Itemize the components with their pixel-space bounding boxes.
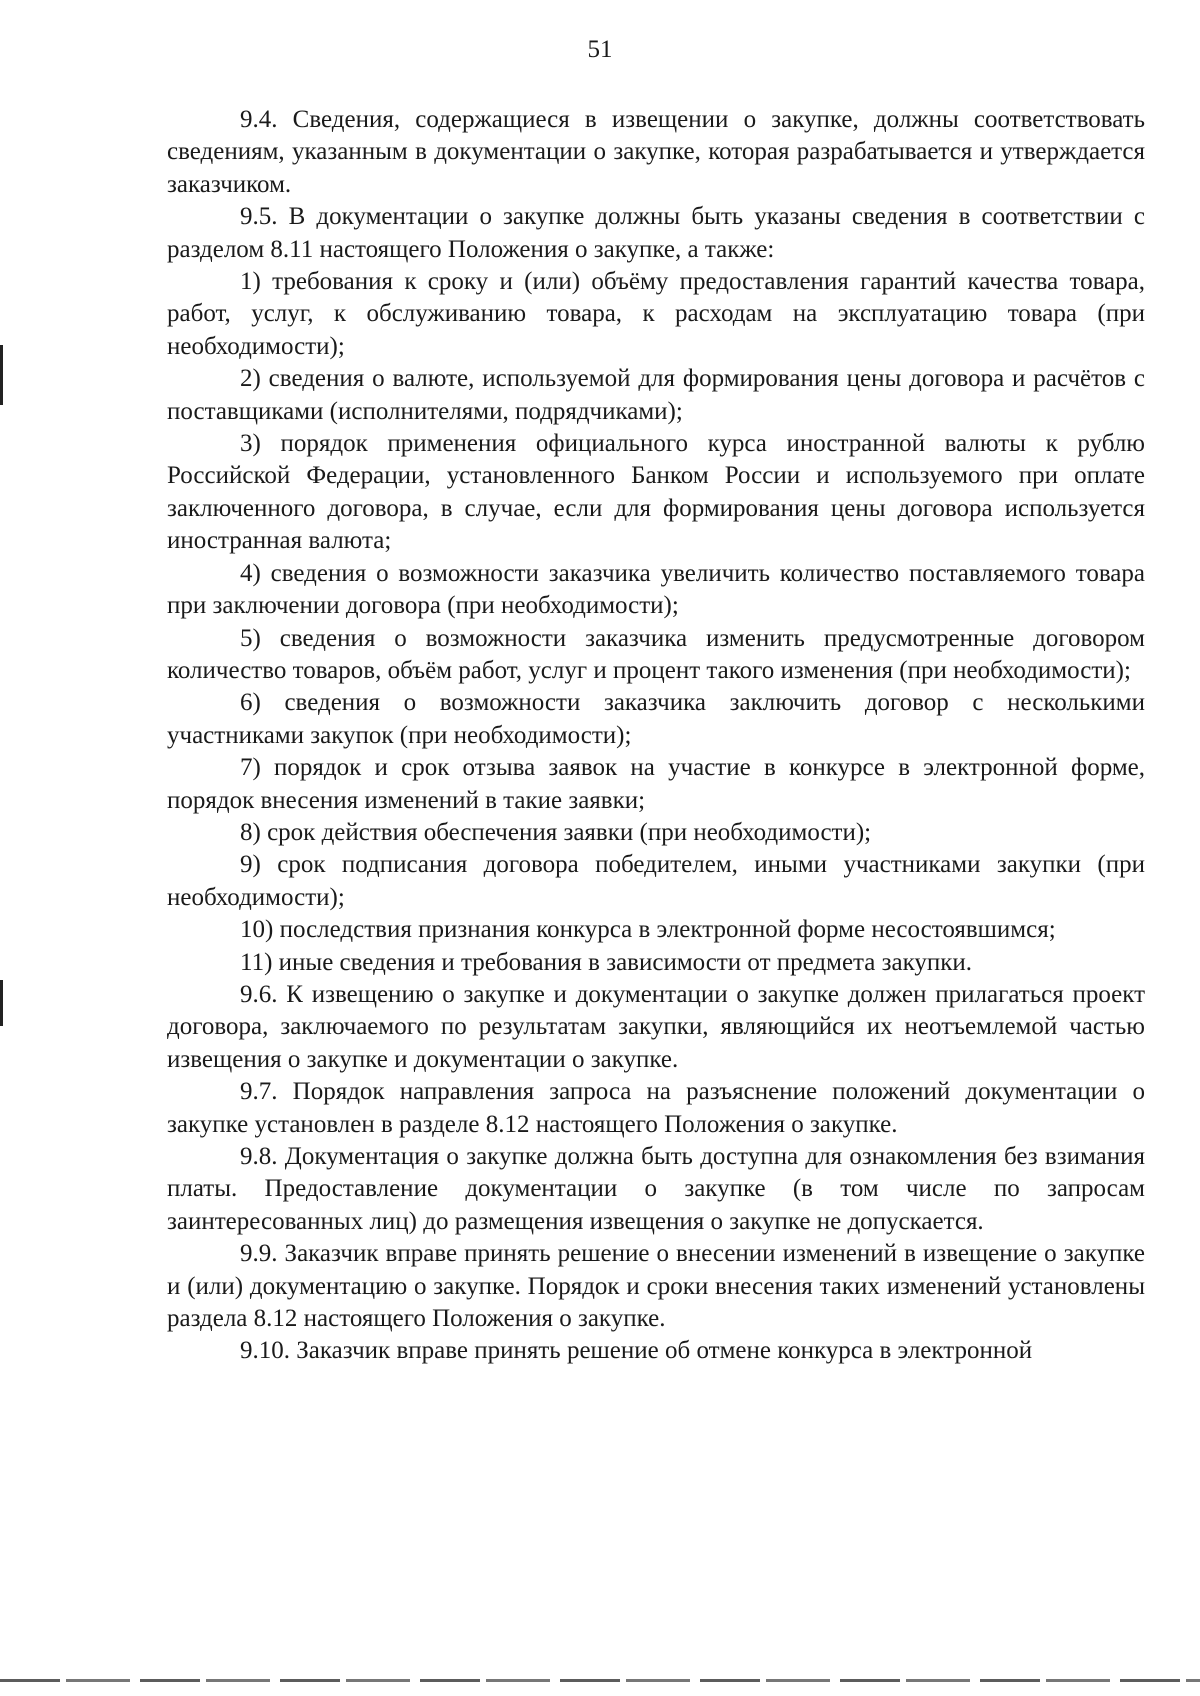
list-item-6: 6) сведения о возможности заказчика заключить договор с несколькими участниками закупок (при необходимости); (167, 689, 1145, 749)
list-item-1: 1) требования к сроку и (или) объёму предоставления гарантий качества товара, работ, услуг, к обслуживанию товара, к расходам на эксплуатацию товара (при необходимости); (167, 268, 1145, 360)
list-item-8: 8) срок действия обеспечения заявки (при необходимости); (240, 818, 872, 846)
list-item-4: 4) сведения о возможности заказчика увеличить количество поставляемого товара при заключении договора (при необходимости); (167, 559, 1145, 620)
scan-margin-mark (0, 345, 3, 405)
paragraph-9-9: 9.9. Заказчик вправе принять решение о внесении изменений в извещение о закупке и (или) документацию о закупке. Порядок и сроки внесения таких изменений установлены раздела 8.12 настоящего Положения о закупке. (167, 1240, 1145, 1333)
paragraph-9-5: 9.5. В документации о закупке должны быть указаны сведения в соответствии с разделом 8.11 настоящего Положения о закупке, а также: (167, 203, 1145, 263)
document-body (167, 104, 1145, 1368)
scan-margin-mark (0, 980, 3, 1026)
paragraph-9-10: 9.10. Заказчик вправе принять решение об отмене конкурса в электронной (240, 1337, 1033, 1365)
paragraph-9-8: 9.8. Документация о закупке должна быть доступна для ознакомления без взимания платы. Предоставление документации о закупке (в том числе по запросам заинтересованных лиц) до размещения извещения о закупке не допускается. (167, 1143, 1145, 1235)
list-item-2: 2) сведения о валюте, используемой для формирования цены договора и расчётов с поставщиками (исполнителями, подрядчиками); (167, 365, 1145, 425)
list-item-5: 5) сведения о возможности заказчика изменить предусмотренные договором количество товаров, объём работ, услуг и процент такого изменения (при необходимости); (167, 624, 1145, 684)
list-item-7: 7) порядок и срок отзыва заявок на участие в конкурсе в электронной форме, порядок внесения изменений в такие заявки; (167, 754, 1145, 814)
paragraph-9-4: 9.4. Сведения, содержащиеся в извещении о закупке, должны соответствовать сведениям, указанным в документации о закупке, которая разрабатывается и утверждается заказчиком. (167, 106, 1145, 198)
paragraph-9-7: 9.7. Порядок направления запроса на разъяснение положений документации о закупке установлен в разделе 8.12 настоящего Положения о закупке. (167, 1078, 1145, 1138)
paragraph-9-6: 9.6. К извещению о закупке и документации о закупке должен прилагаться проект договора, заключаемого по результатам закупки, являющийся их неотъемлемой частью извещения о закупке и документации о закупке. (167, 980, 1145, 1073)
list-item-3: 3) порядок применения официального курса иностранной валюты к рублю Российской Федерации, установленного Банком России и используемого при оплате заключенного договора, в случае, если для формирования цены договора используется иностранная валюта; (167, 430, 1145, 555)
page-number: 51 (587, 36, 613, 63)
list-item-11: 11) иные сведения и требования в зависимости от предмета закупки. (240, 948, 973, 976)
scan-edge-line (0, 1679, 1200, 1682)
list-item-9: 9) срок подписания договора победителем, иными участниками закупки (при необходимости); (167, 851, 1145, 911)
list-item-10: 10) последствия признания конкурса в электронной форме несостоявшимся; (240, 916, 1056, 944)
